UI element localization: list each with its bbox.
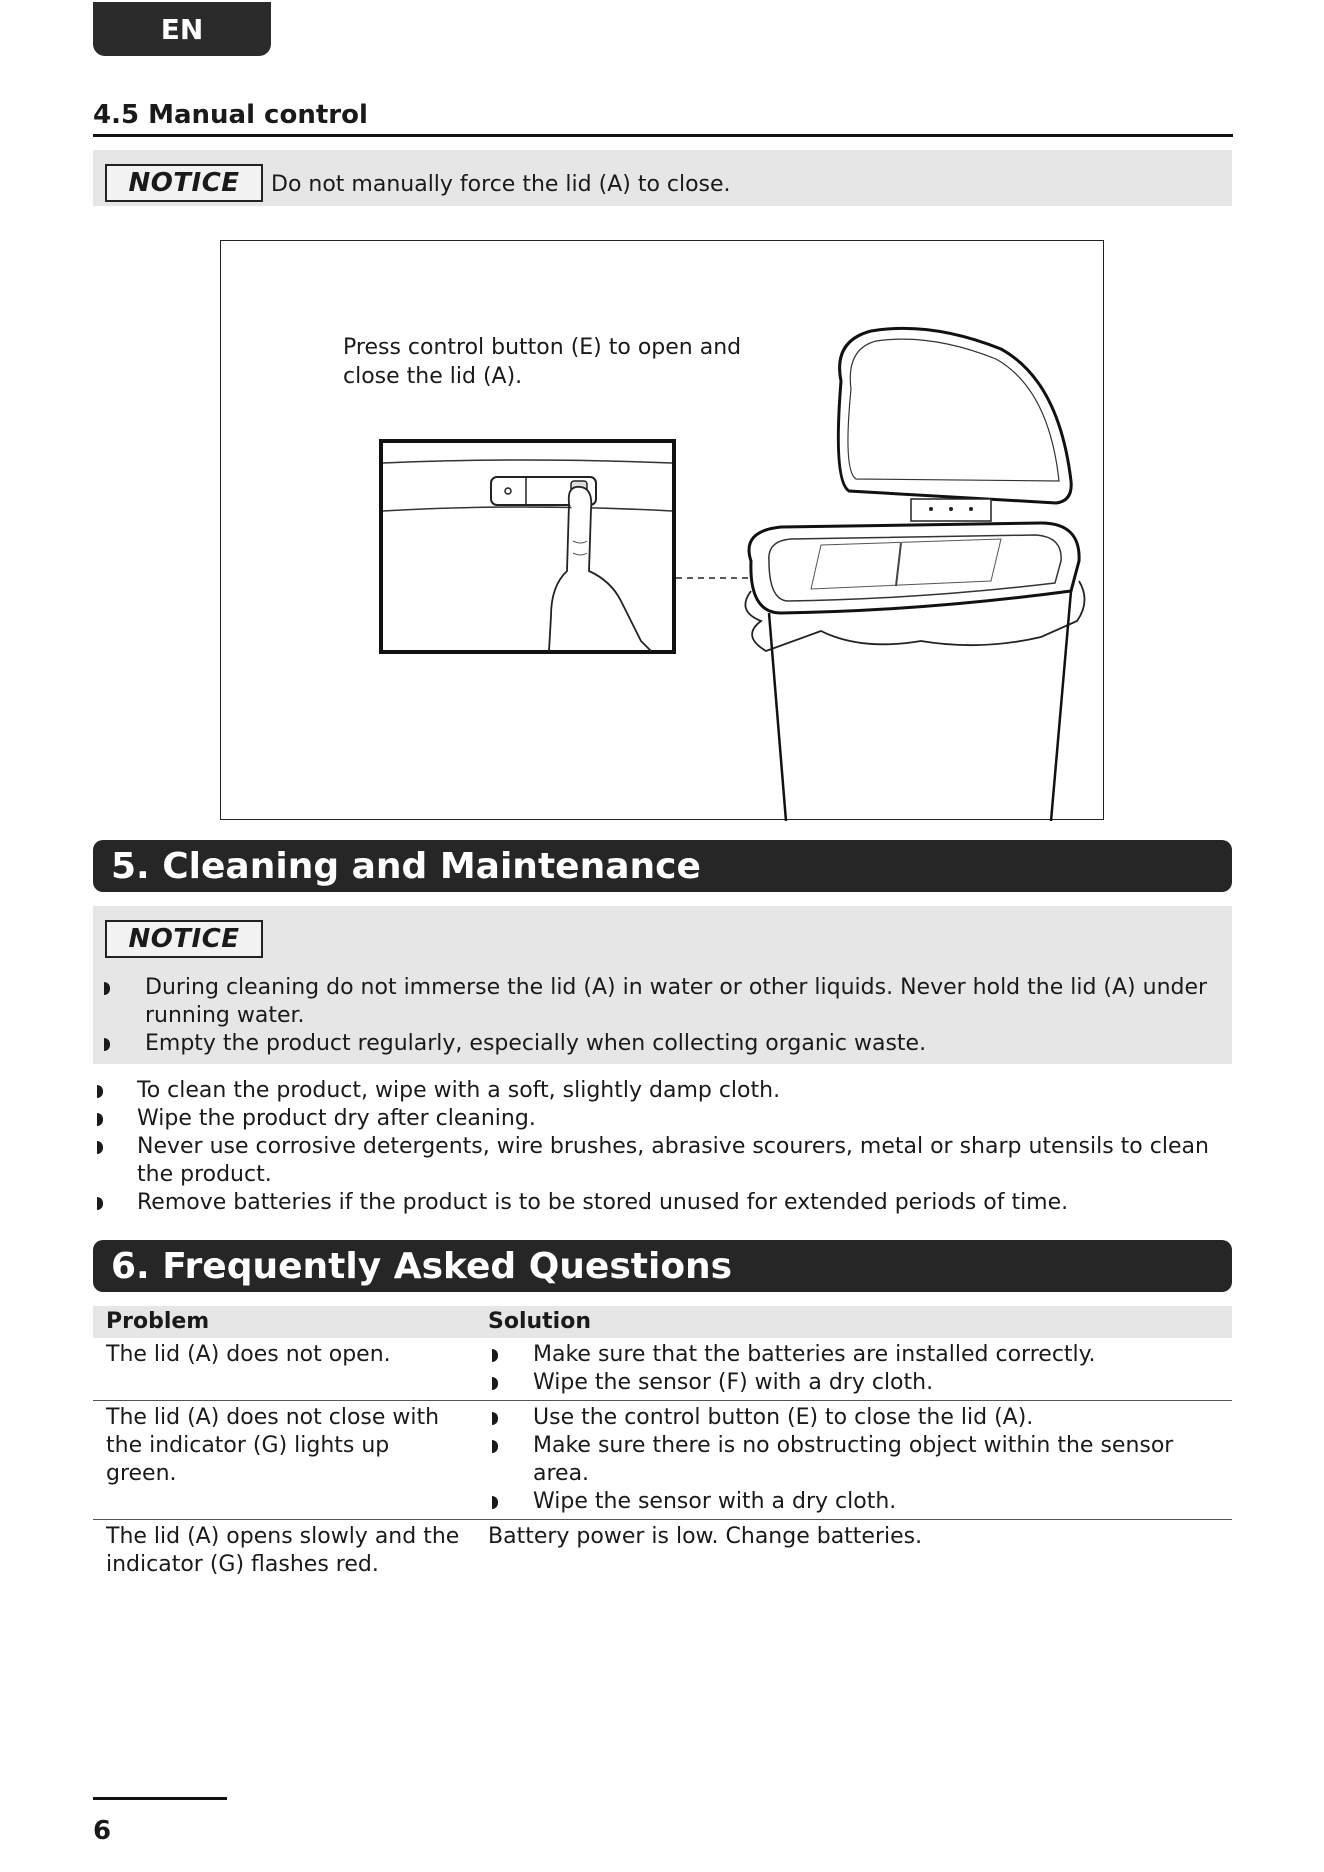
solution-cell: Battery power is low. Change batteries. bbox=[488, 1524, 923, 1549]
manual-control-heading: 4.5 Manual control bbox=[93, 100, 1233, 137]
list-item: During cleaning do not immerse the lid (A) in water or other liquids. Never hold the lid (A) under running water. bbox=[100, 974, 1220, 1030]
problem-cell: The lid (A) opens slowly and the indicator (G) flashes red. bbox=[106, 1524, 460, 1577]
faq-section-heading: 6. Frequently Asked Questions bbox=[93, 1240, 1232, 1292]
solution-cell bbox=[475, 1401, 1232, 1520]
cleaning-section-heading: 5. Cleaning and Maintenance bbox=[93, 840, 1232, 892]
table-row bbox=[93, 1401, 1232, 1520]
table-row bbox=[93, 1520, 1232, 1583]
table-row bbox=[93, 1338, 1232, 1401]
faq-table bbox=[93, 1306, 1232, 1582]
notice-label: NOTICE bbox=[105, 920, 263, 958]
cleaning-notice-list bbox=[100, 974, 1220, 1058]
footer-rule bbox=[93, 1797, 227, 1800]
problem-column-header: Problem bbox=[93, 1306, 475, 1338]
list-item: To clean the product, wipe with a soft, slightly damp cloth. bbox=[93, 1077, 1213, 1105]
page-number: 6 bbox=[93, 1816, 112, 1846]
caption-line-1: Press control button (E) to open and bbox=[343, 335, 742, 360]
trash-can-illustration bbox=[221, 241, 1105, 821]
solution-column-header: Solution bbox=[475, 1306, 1232, 1338]
list-item: Wipe the product dry after cleaning. bbox=[93, 1105, 1213, 1133]
list-item: Remove batteries if the product is to be stored unused for extended periods of time. bbox=[93, 1189, 1213, 1217]
problem-cell: The lid (A) does not open. bbox=[93, 1338, 475, 1401]
list-item: Empty the product regularly, especially when collecting organic waste. bbox=[100, 1030, 1220, 1058]
list-item: Make sure there is no obstructing object within the sensor area. bbox=[488, 1432, 1219, 1488]
cleaning-notice bbox=[93, 906, 1232, 1064]
list-item: Use the control button (E) to close the lid (A). bbox=[488, 1404, 1219, 1432]
notice-text: Do not manually force the lid (A) to close. bbox=[271, 172, 731, 197]
list-item: Make sure that the batteries are installed correctly. bbox=[488, 1341, 1219, 1369]
caption-line-2: close the lid (A). bbox=[343, 364, 523, 389]
button-press-inset bbox=[381, 441, 674, 652]
manual-control-notice bbox=[93, 150, 1232, 206]
language-tab: EN bbox=[93, 2, 271, 56]
problem-cell: The lid (A) does not close with the indicator (G) lights up green. bbox=[93, 1401, 475, 1520]
faq-header-row bbox=[93, 1306, 1232, 1338]
solution-cell bbox=[475, 1338, 1232, 1401]
cleaning-list bbox=[93, 1077, 1213, 1217]
list-item: Never use corrosive detergents, wire brushes, abrasive scourers, metal or sharp utensils to clean the product. bbox=[93, 1133, 1213, 1189]
list-item: Wipe the sensor (F) with a dry cloth. bbox=[488, 1369, 1219, 1397]
notice-label: NOTICE bbox=[105, 164, 263, 202]
manual-control-figure bbox=[220, 240, 1104, 820]
list-item: Wipe the sensor with a dry cloth. bbox=[488, 1488, 1219, 1516]
